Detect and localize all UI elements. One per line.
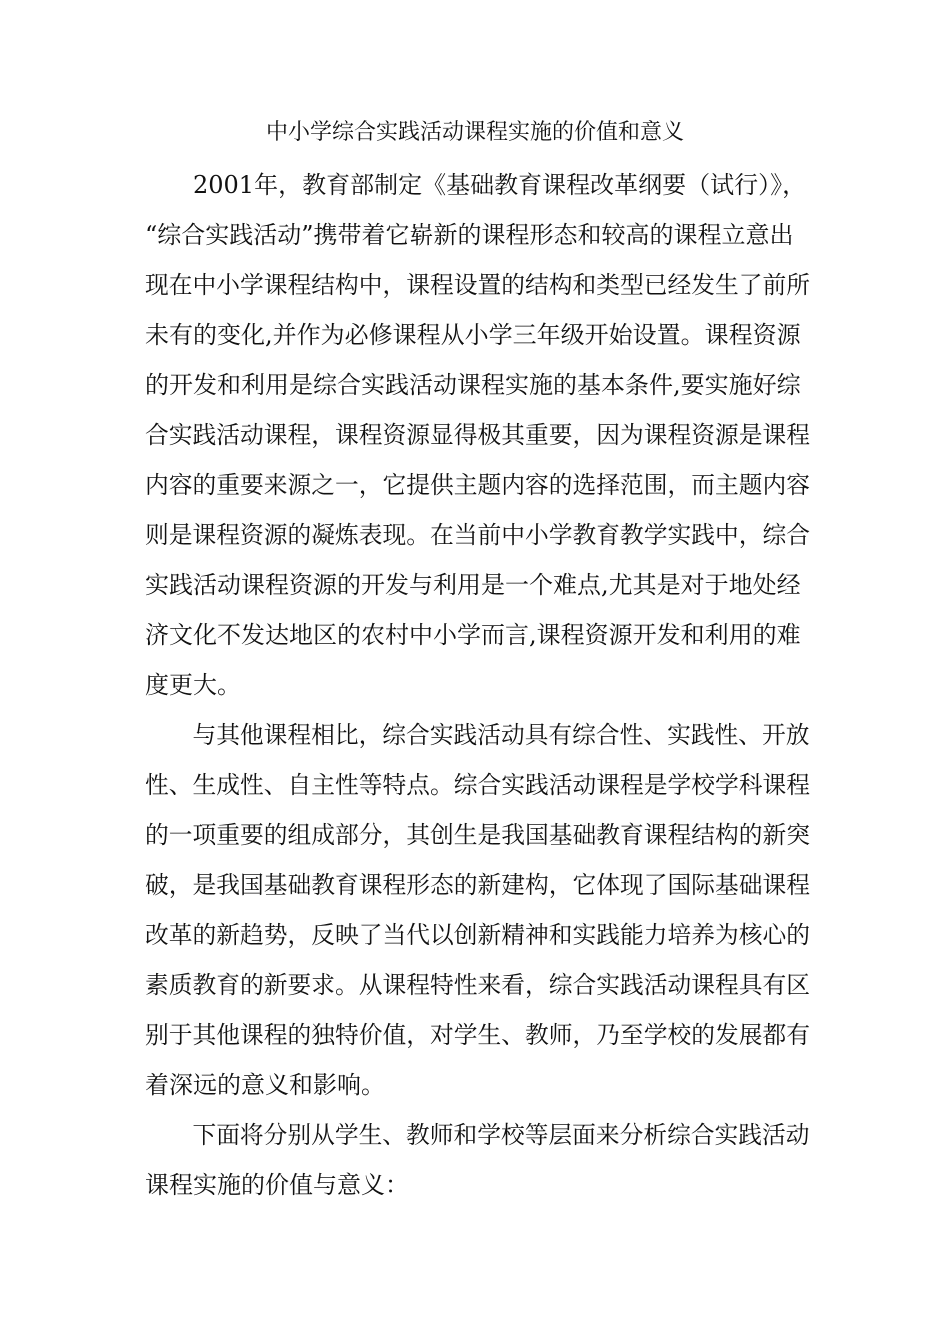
paragraph-2 <box>145 710 810 1110</box>
text-line: 下面将分别从学生、教师和学校等层面来分析综合实践活动 <box>192 1121 810 1149</box>
text-line: 素质教育的新要求。从课程特性来看，综合实践活动课程具有区 <box>145 971 811 999</box>
text-line: 济文化不发达地区的农村中小学而言,课程资源开发和利用的难 <box>145 621 801 649</box>
paragraph-3 <box>145 1110 810 1210</box>
text-line: 与其他课程相比，综合实践活动具有综合性、实践性、开放 <box>192 721 810 749</box>
text-line: 实践活动课程资源的开发与利用是一个难点,尤其是对于地处经 <box>145 571 801 599</box>
text-line: 内容的重要来源之一，它提供主题内容的选择范围，而主题内容 <box>145 471 811 499</box>
text-line: 未有的变化,并作为必修课程从小学三年级开始设置。课程资源 <box>145 321 801 349</box>
text-line: 着深远的意义和影响。 <box>145 1071 385 1099</box>
text-line: 度更大。 <box>145 671 241 699</box>
document-body <box>145 160 810 1210</box>
text-line: 2001年，教育部制定《基础教育课程改革纲要（试行）》， <box>193 171 807 199</box>
text-line: 课程实施的价值与意义： <box>145 1171 409 1199</box>
text-line: 改革的新趋势，反映了当代以创新精神和实践能力培养为核心的 <box>145 921 811 949</box>
text-line: 性、生成性、自主性等特点。综合实践活动课程是学校学科课程 <box>145 771 811 799</box>
text-line: 的开发和利用是综合实践活动课程实施的基本条件,要实施好综 <box>145 371 801 399</box>
text-line: 现在中小学课程结构中，课程设置的结构和类型已经发生了前所 <box>145 271 811 299</box>
paragraph-1 <box>145 160 810 710</box>
text-line: 破，是我国基础教育课程形态的新建构，它体现了国际基础课程 <box>145 871 811 899</box>
text-line: “综合实践活动”携带着它崭新的课程形态和较高的课程立意出 <box>145 221 794 249</box>
text-line: 则是课程资源的凝炼表现。在当前中小学教育教学实践中，综合 <box>145 521 811 549</box>
text-line: 合实践活动课程，课程资源显得极其重要，因为课程资源是课程 <box>145 421 811 449</box>
document-title: 中小学综合实践活动课程实施的价值和意义 <box>265 120 684 145</box>
text-line: 的一项重要的组成部分，其创生是我国基础教育课程结构的新突 <box>145 821 811 849</box>
text-line: 别于其他课程的独特价值，对学生、教师，乃至学校的发展都有 <box>145 1021 811 1049</box>
